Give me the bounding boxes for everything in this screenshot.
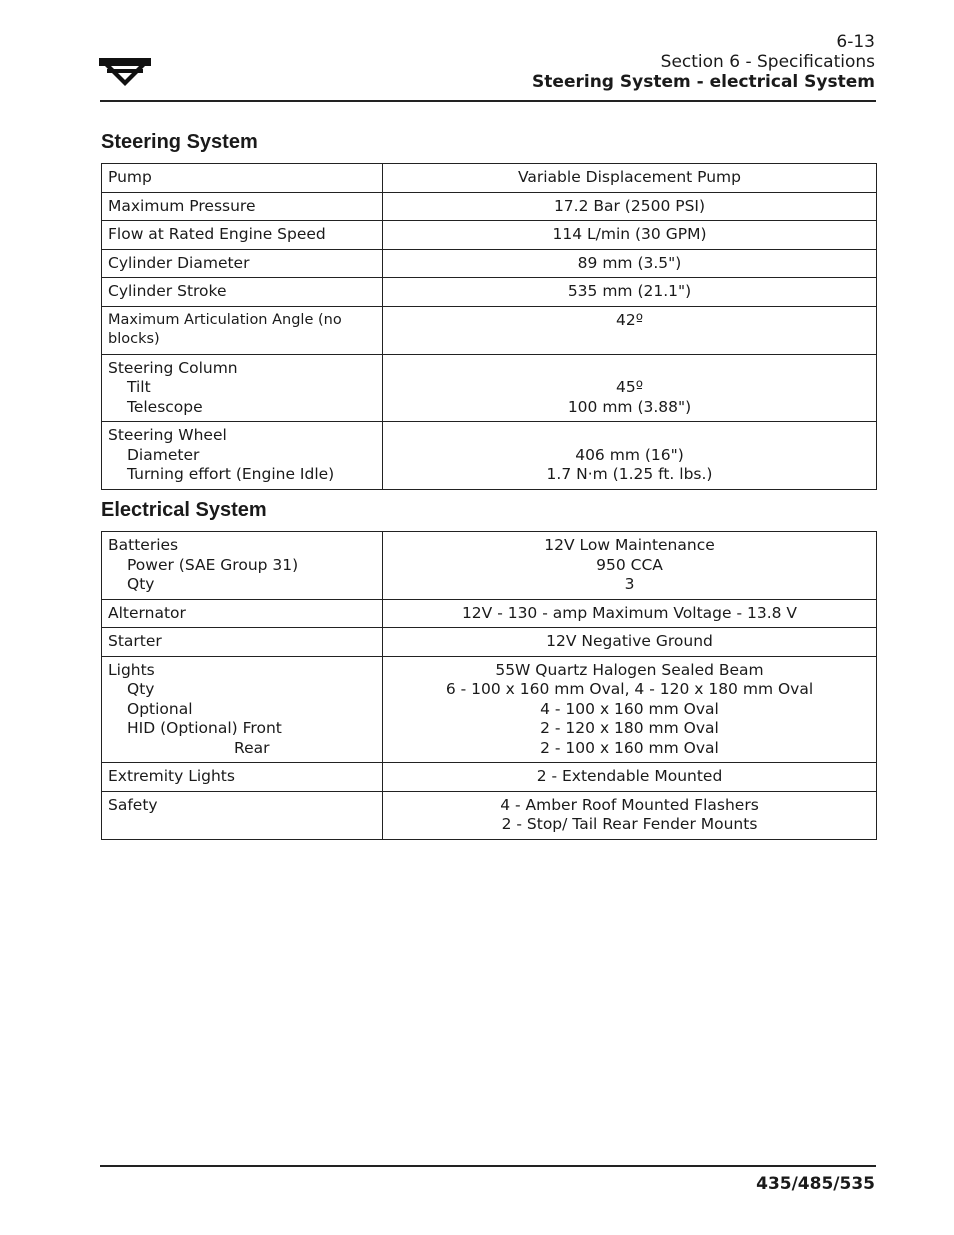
steering-wheel-label: Steering Wheel [108, 426, 227, 444]
table-row [102, 306, 877, 354]
hid-front-value: 2 - 120 x 180 mm Oval [540, 719, 719, 737]
row-value: 2 - Extendable Mounted [383, 763, 877, 792]
row-label: Maximum Articulation Angle (no blocks) [102, 306, 383, 354]
table-row [102, 763, 877, 792]
telescope-value: 100 mm (3.88") [567, 397, 692, 416]
battery-power-value: 950 CCA [596, 555, 663, 574]
battery-type-value: 12V Low Maintenance [544, 536, 715, 554]
hid-front-label: HID (Optional) Front [127, 719, 282, 737]
table-row [102, 532, 877, 600]
row-value: 535 mm (21.1") [383, 278, 877, 307]
turning-effort-label: Turning effort (Engine Idle) [127, 465, 335, 483]
row-value [383, 354, 877, 422]
battery-qty-value: 3 [624, 575, 635, 593]
row-label [102, 656, 383, 763]
row-label: Maximum Pressure [102, 192, 383, 221]
lights-type-value: 55W Quartz Halogen Sealed Beam [495, 660, 764, 679]
table-row [102, 628, 877, 657]
table-row [102, 422, 877, 490]
hid-rear-label: Rear [234, 738, 270, 757]
table-row [102, 192, 877, 221]
row-label: Pump [102, 164, 383, 193]
battery-qty-label: Qty [127, 575, 155, 593]
lights-label: Lights [108, 660, 155, 679]
row-label: Cylinder Diameter [102, 249, 383, 278]
section-title: Section 6 - Specifications [660, 52, 875, 72]
telescope-label: Telescope [127, 397, 203, 416]
row-value: 89 mm (3.5") [383, 249, 877, 278]
steering-column-label: Steering Column [108, 358, 238, 377]
row-value: 42º [383, 306, 877, 354]
table-row [102, 164, 877, 193]
turning-effort-value: 1.7 N·m (1.25 ft. lbs.) [546, 465, 713, 483]
row-label: Safety [102, 791, 383, 839]
steering-heading: Steering System [101, 131, 258, 153]
row-value [383, 656, 877, 763]
row-value: 12V - 130 - amp Maximum Voltage - 13.8 V [383, 599, 877, 628]
lights-optional-label: Optional [127, 699, 193, 718]
diameter-value: 406 mm (16") [575, 445, 684, 464]
table-row [102, 656, 877, 763]
row-label [102, 422, 383, 490]
table-row [102, 354, 877, 422]
hid-rear-value: 2 - 100 x 160 mm Oval [540, 738, 719, 757]
row-value [383, 422, 877, 490]
safety-value-2: 2 - Stop/ Tail Rear Fender Mounts [501, 815, 758, 833]
row-value: 114 L/min (30 GPM) [383, 221, 877, 250]
row-label: Alternator [102, 599, 383, 628]
model-number: 435/485/535 [756, 1174, 875, 1194]
diameter-label: Diameter [127, 445, 200, 464]
row-label [102, 354, 383, 422]
table-row [102, 221, 877, 250]
row-label: Cylinder Stroke [102, 278, 383, 307]
table-row [102, 249, 877, 278]
row-label [102, 532, 383, 600]
lights-optional-value: 4 - 100 x 160 mm Oval [540, 699, 719, 718]
page-number: 6-13 [836, 32, 875, 52]
row-label: Starter [102, 628, 383, 657]
row-value: 17.2 Bar (2500 PSI) [383, 192, 877, 221]
steering-table [101, 163, 877, 490]
section-subtitle: Steering System - electrical System [532, 72, 875, 92]
safety-value-1: 4 - Amber Roof Mounted Flashers [500, 795, 759, 814]
row-label: Extremity Lights [102, 763, 383, 792]
table-row [102, 278, 877, 307]
tilt-value: 45º [615, 378, 644, 396]
header-divider [100, 100, 876, 102]
tilt-label: Tilt [127, 378, 151, 396]
batteries-label: Batteries [108, 536, 179, 554]
electrical-table [101, 531, 877, 840]
page-header [532, 32, 875, 92]
row-value: 12V Negative Ground [383, 628, 877, 657]
table-row [102, 599, 877, 628]
battery-power-label: Power (SAE Group 31) [127, 555, 299, 574]
row-value [383, 791, 877, 839]
company-logo [99, 56, 151, 86]
row-value: Variable Displacement Pump [383, 164, 877, 193]
row-label: Flow at Rated Engine Speed [102, 221, 383, 250]
lights-qty-value: 6 - 100 x 160 mm Oval, 4 - 120 x 180 mm Oval [445, 680, 814, 698]
electrical-heading: Electrical System [101, 499, 267, 521]
footer-divider [100, 1165, 876, 1167]
row-value [383, 532, 877, 600]
lights-qty-label: Qty [127, 680, 155, 698]
table-row [102, 791, 877, 839]
